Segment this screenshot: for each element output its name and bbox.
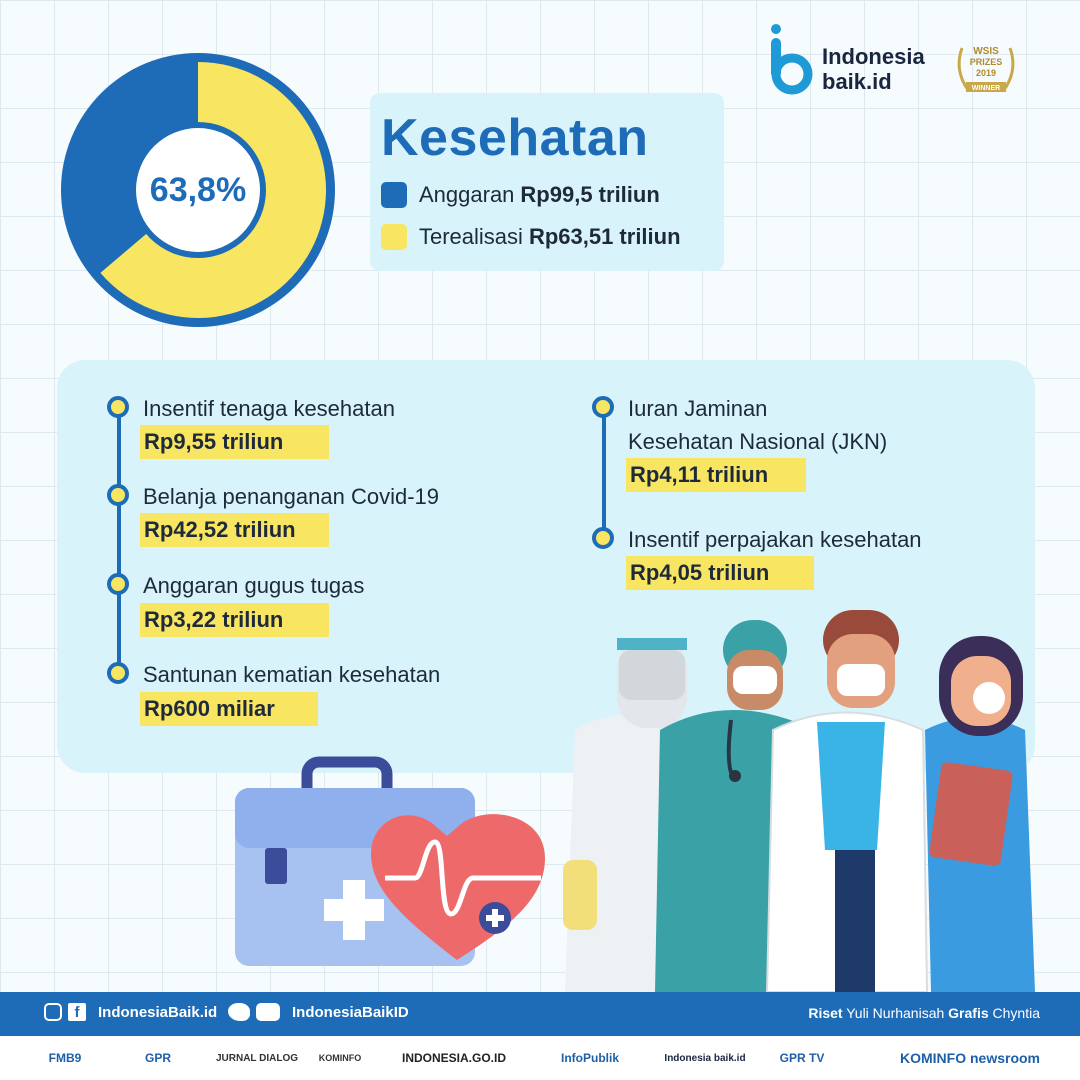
- youtube-icon: [256, 1003, 280, 1021]
- health-workers-illustration: [555, 610, 1050, 992]
- item-value-nakes-incentive: Rp9,55 triliun: [140, 425, 329, 459]
- award-text-4: WINNER: [971, 85, 1001, 92]
- partner-logo-kominfo-newsroom: KOMINFO newsroom: [899, 1050, 1040, 1066]
- partner-logos-bar: [0, 1036, 1080, 1080]
- timeline-line-right: [602, 407, 606, 539]
- legend-label-realized: Terealisasi: [419, 224, 523, 249]
- partner-logo-indonesia-go-id: INDONESIA.GO.ID: [401, 1051, 506, 1065]
- partner-logo-indonesiabaik: Indonesia baik.id: [664, 1052, 746, 1064]
- award-text-2: PRIZES: [969, 57, 1003, 67]
- item-value-task-force: Rp3,22 triliun: [140, 603, 329, 637]
- award-text-1: WSIS: [973, 46, 999, 57]
- brand-name: Indonesia baik.id: [822, 44, 925, 94]
- award-text-3: 2019: [975, 68, 997, 78]
- item-value-tax-incentive: Rp4,05 triliun: [626, 556, 814, 590]
- item-label-jkn-line2: Kesehatan Nasional (JKN): [628, 429, 888, 454]
- kit-latch: [265, 848, 287, 884]
- instagram-icon: [44, 1003, 62, 1021]
- donut-percent-label: 63,8%: [149, 170, 247, 209]
- legend-value-budget: Rp99,5 triliun: [520, 182, 660, 207]
- timeline-dot: [592, 396, 614, 418]
- partner-logo-gpr-tv: GPR TV: [779, 1051, 825, 1065]
- wsis-award-badge: [952, 40, 1020, 102]
- indonesiabaik-logo-icon: [768, 22, 816, 96]
- legend-item-realized: [381, 224, 681, 250]
- item-value-jkn: Rp4,11 triliun: [626, 458, 806, 492]
- legend-value-realized: Rp63,51 triliun: [528, 224, 681, 249]
- partner-logo-infopublik: InfoPublik: [561, 1051, 619, 1065]
- legend-swatch-budget: [381, 182, 407, 208]
- item-label-nakes-incentive: Insentif tenaga kesehatan: [143, 396, 395, 421]
- timeline-dot: [592, 527, 614, 549]
- legend-swatch-realized: [381, 224, 407, 250]
- legend-item-budget: [381, 182, 660, 208]
- social-handle-2: IndonesiaBaikID: [292, 1003, 409, 1021]
- facebook-icon: f: [68, 1003, 86, 1021]
- medical-kit-heart-illustration: [225, 750, 555, 980]
- page-title: Kesehatan: [381, 109, 649, 167]
- social-twitter-youtube[interactable]: [228, 1003, 409, 1021]
- timeline-dot: [107, 484, 129, 506]
- item-value-death-compensation: Rp600 miliar: [140, 692, 318, 726]
- item-label-jkn-line1: Iuran Jaminan: [628, 396, 768, 421]
- timeline-dot: [107, 662, 129, 684]
- nurse: [925, 636, 1035, 992]
- timeline-dot: [107, 396, 129, 418]
- legend-label-budget: Anggaran: [419, 182, 515, 207]
- item-value-covid-spending: Rp42,52 triliun: [140, 513, 329, 547]
- item-label-tax-incentive: Insentif perpajakan kesehatan: [628, 527, 922, 552]
- timeline-dot: [107, 573, 129, 595]
- twitter-icon: [228, 1003, 250, 1021]
- doctor: [767, 610, 927, 992]
- social-handle-1: IndonesiaBaik.id: [98, 1003, 218, 1021]
- partner-logo-jurnal-dialog: JURNAL DIALOG: [215, 1052, 299, 1064]
- item-label-covid-spending: Belanja penanganan Covid-19: [143, 484, 440, 509]
- item-label-death-compensation: Santunan kematian kesehatan: [143, 662, 441, 687]
- partner-logo-kominfo: KOMINFO: [318, 1053, 362, 1063]
- social-instagram-facebook[interactable]: [44, 1003, 217, 1021]
- item-label-task-force: Anggaran gugus tugas: [143, 573, 365, 598]
- credits: Riset Yuli Nurhanisah Grafis Chyntia: [808, 1005, 1040, 1021]
- footer-social-bar: [0, 992, 1080, 1036]
- timeline-line-left: [117, 407, 121, 677]
- partner-logo-fmb9: FMB9: [48, 1051, 82, 1065]
- partner-logo-gpr: GPR: [144, 1051, 171, 1065]
